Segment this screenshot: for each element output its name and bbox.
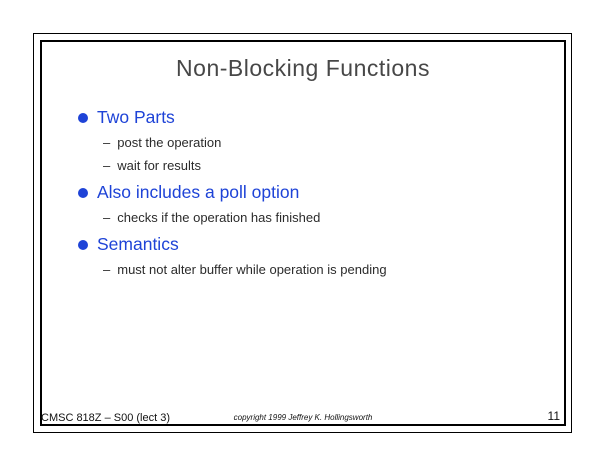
- sub-bullet-item: [103, 262, 549, 277]
- page-number: 11: [547, 409, 560, 423]
- bullet-item: [78, 108, 549, 127]
- slide-body: [78, 108, 549, 277]
- bullet-label: Also includes a poll option: [97, 182, 300, 202]
- bullet-label: Semantics: [97, 234, 179, 254]
- slide-title: Non-Blocking Functions: [176, 55, 430, 81]
- sub-bullet-item: [103, 158, 549, 173]
- dash-icon: –: [103, 135, 111, 150]
- sub-bullet-label: wait for results: [117, 158, 202, 173]
- footer-copyright: copyright 1999 Jeffrey K. Hollingsworth: [233, 413, 373, 422]
- sub-bullet-label: post the operation: [117, 135, 222, 150]
- bullet-label: Two Parts: [97, 107, 175, 127]
- slide-outer-border: [33, 33, 572, 433]
- slide-inner-frame: [40, 40, 566, 426]
- sub-bullet-item: [103, 210, 549, 225]
- sub-bullet-label: checks if the operation has finished: [117, 210, 321, 225]
- sub-bullet-label: must not alter buffer while operation is pending: [117, 262, 387, 277]
- bullet-icon: [78, 240, 88, 250]
- sub-bullet-item: [103, 135, 549, 150]
- dash-icon: –: [103, 210, 111, 225]
- bullet-icon: [78, 188, 88, 198]
- bullet-item: [78, 235, 549, 254]
- bullet-item: [78, 183, 549, 202]
- dash-icon: –: [103, 262, 111, 277]
- dash-icon: –: [103, 158, 111, 173]
- bullet-icon: [78, 113, 88, 123]
- footer-course-label: CMSC 818Z – S00 (lect 3): [41, 412, 170, 424]
